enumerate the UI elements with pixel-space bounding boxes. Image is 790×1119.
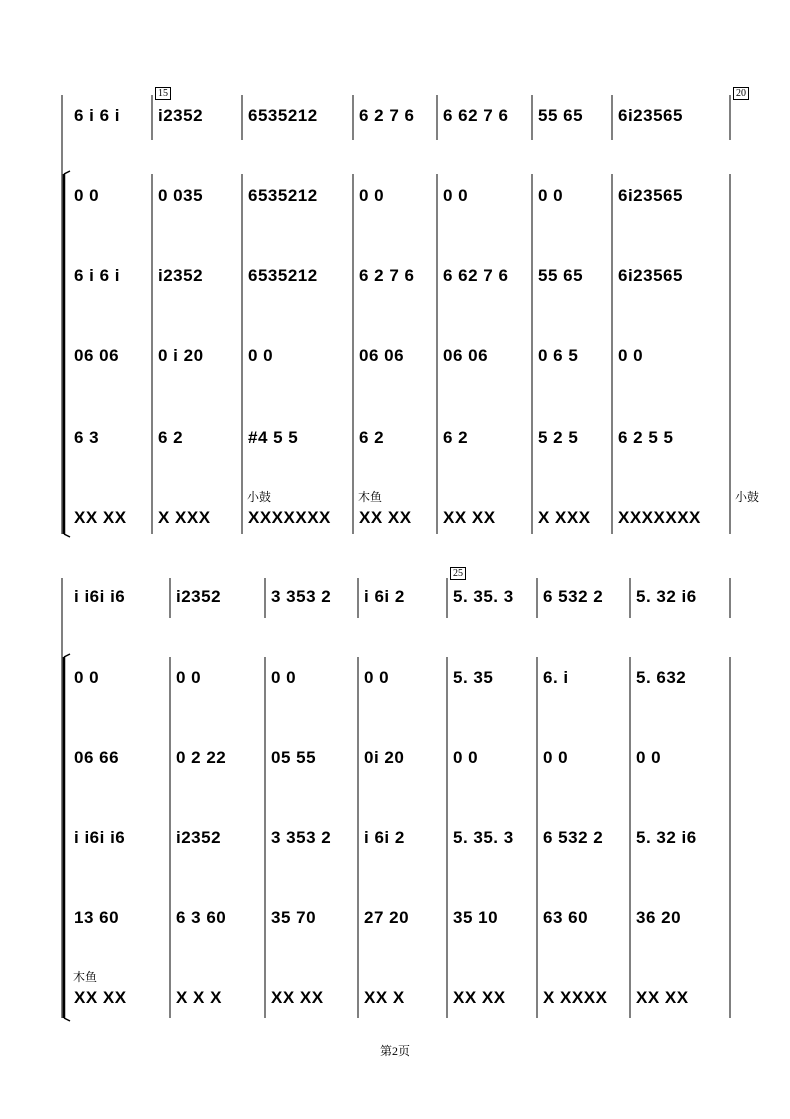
notation-cell: 6 2 7 6 [359, 266, 415, 285]
notation-cell: XX XX [443, 508, 496, 527]
instrument-label: 木鱼 [358, 490, 383, 504]
notation-cell: 5. 35. 3 [453, 828, 514, 847]
notation-cell: 6i23565 [618, 106, 683, 125]
notation-cell: 5. 35 [453, 668, 494, 687]
notation-cell: 6 62 7 6 [443, 106, 509, 125]
notation-cell: i2352 [158, 266, 204, 285]
notation-cell: 35 70 [271, 908, 317, 927]
measure-number: 15 [155, 87, 171, 100]
notation-cell: 0 0 [636, 748, 662, 767]
notation-cell: 06 06 [359, 346, 405, 365]
notation-cell: X X X [176, 988, 222, 1007]
notation-cell: XX XX [359, 508, 412, 527]
notation-cell: XX XX [271, 988, 324, 1007]
system-brace-bottom [64, 534, 70, 537]
notation-cell: i i6i i6 [74, 587, 126, 606]
notation-cell: i i6i i6 [74, 828, 126, 847]
notation-cell: 0 0 [543, 748, 569, 767]
notation-cell: 0 0 [248, 346, 274, 365]
notation-cell: 5 2 5 [538, 428, 579, 447]
notation-cell: 3 353 2 [271, 828, 332, 847]
notation-cell: 0 0 [364, 668, 390, 687]
instrument-label: 小鼓 [735, 490, 760, 504]
notation-cell: 0 035 [158, 186, 204, 205]
notation-cell: XX XX [74, 508, 127, 527]
notation-cell: 06 06 [443, 346, 489, 365]
instrument-label: 小鼓 [247, 490, 272, 504]
notation-cell: 6535212 [248, 186, 318, 205]
page-footer: 第2页 [379, 1044, 410, 1058]
notation-cell: 0 i 20 [158, 346, 204, 365]
notation-cell: 6 2 [158, 428, 184, 447]
notation-cell: 6 3 60 [176, 908, 227, 927]
notation-cell: 5. 32 i6 [636, 587, 697, 606]
notation-cell: 05 55 [271, 748, 317, 767]
notation-cell: 6i23565 [618, 186, 683, 205]
instrument-label: 木鱼 [73, 970, 98, 984]
notation-cell: 55 65 [538, 266, 584, 285]
notation-cell: 0 0 [618, 346, 644, 365]
measure-number: 20 [733, 87, 749, 100]
notation-cell: 6535212 [248, 266, 318, 285]
notation-cell: 6 i 6 i [74, 106, 121, 125]
notation-cell: 0 0 [74, 668, 100, 687]
notation-cell: XX XX [636, 988, 689, 1007]
system-brace-top [64, 654, 70, 657]
notation-cell: 6 532 2 [543, 587, 604, 606]
notation-cell: 5. 32 i6 [636, 828, 697, 847]
notation-cell: 6 2 [359, 428, 385, 447]
notation-cell: 5. 35. 3 [453, 587, 514, 606]
notation-cell: XXXXXXX [618, 508, 701, 527]
notation-cell: i2352 [158, 106, 204, 125]
notation-cell: 0 0 [271, 668, 297, 687]
notation-cell: 0 0 [176, 668, 202, 687]
notation-cell: 0 0 [538, 186, 564, 205]
notation-cell: 5. 632 [636, 668, 687, 687]
notation-cell: 6 532 2 [543, 828, 604, 847]
notation-cell: 0 2 22 [176, 748, 227, 767]
notation-cell: 6 2 7 6 [359, 106, 415, 125]
notation-cell: 27 20 [364, 908, 410, 927]
measure-number: 25 [450, 567, 466, 580]
notation-cell: 0 0 [453, 748, 479, 767]
notation-cell: XX XX [453, 988, 506, 1007]
notation-cell: XX X [364, 988, 405, 1007]
notation-cell: 3 353 2 [271, 587, 332, 606]
notation-cell: 06 66 [74, 748, 120, 767]
notation-cell: 13 60 [74, 908, 120, 927]
notation-cell: i2352 [176, 587, 222, 606]
notation-cell: 0 6 5 [538, 346, 579, 365]
notation-cell: 6. i [543, 668, 569, 687]
notation-cell: X XXX [158, 508, 211, 527]
notation-cell: i 6i 2 [364, 587, 405, 606]
notation-cell: 0 0 [359, 186, 385, 205]
notation-cell: 6 i 6 i [74, 266, 121, 285]
notation-cell: XX XX [74, 988, 127, 1007]
notation-cell: X XXX [538, 508, 591, 527]
notation-cell: 06 06 [74, 346, 120, 365]
notation-cell: i 6i 2 [364, 828, 405, 847]
notation-cell: X XXXX [543, 988, 608, 1007]
notation-cell: 63 60 [543, 908, 589, 927]
notation-cell: i2352 [176, 828, 222, 847]
system-brace-top [64, 171, 70, 174]
notation-cell: XXXXXXX [248, 508, 331, 527]
notation-cell: 6i23565 [618, 266, 683, 285]
notation-cell: 0 0 [74, 186, 100, 205]
notation-cell: 6 3 [74, 428, 100, 447]
notation-cell: 6 62 7 6 [443, 266, 509, 285]
notation-cell: 0 0 [443, 186, 469, 205]
notation-cell: 36 20 [636, 908, 682, 927]
notation-cell: 6 2 5 5 [618, 428, 674, 447]
notation-cell: #4 5 5 [248, 428, 299, 447]
notation-cell: 6535212 [248, 106, 318, 125]
notation-cell: 35 10 [453, 908, 499, 927]
notation-cell: 0i 20 [364, 748, 405, 767]
notation-cell: 55 65 [538, 106, 584, 125]
notation-cell: 6 2 [443, 428, 469, 447]
system-brace-bottom [64, 1018, 70, 1021]
